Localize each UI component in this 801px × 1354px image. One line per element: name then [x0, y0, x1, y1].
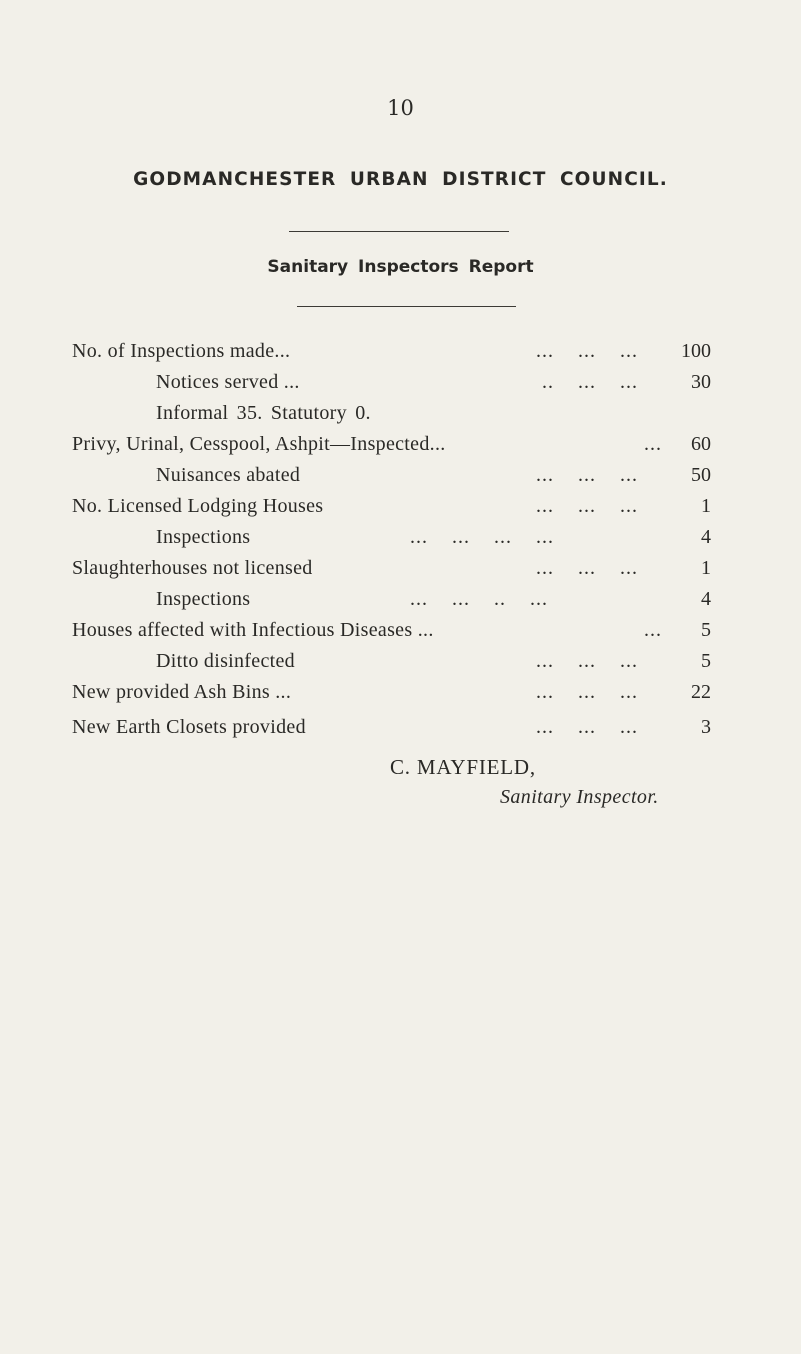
divider-top — [289, 231, 509, 232]
leader-dots: ... ... ... — [536, 650, 638, 672]
report-row — [0, 336, 801, 367]
row-value: 100 — [681, 340, 711, 362]
council-heading: GODMANCHESTER URBAN DISTRICT COUNCIL. — [133, 169, 668, 190]
row-label: Informal 35. Statutory 0. — [156, 402, 371, 424]
leader-dots: ... — [644, 433, 662, 455]
leader-dots: ... ... .. ... — [410, 588, 548, 610]
row-value: 30 — [691, 371, 711, 393]
report-title: Sanitary Inspectors Report — [267, 257, 534, 277]
leader-dots: ... ... ... ... — [410, 526, 554, 548]
row-value: 60 — [691, 433, 711, 455]
row-label: Houses affected with Infectious Diseases ... — [72, 619, 434, 641]
row-value: 4 — [701, 588, 711, 610]
row-label: Nuisances abated — [156, 464, 301, 486]
row-value: 22 — [691, 681, 711, 703]
row-label: Inspections — [156, 588, 251, 610]
signatory-title: Sanitary Inspector. — [500, 786, 659, 808]
leader-dots: .. ... ... — [542, 371, 638, 393]
leader-dots: ... ... ... — [536, 340, 638, 362]
row-value: 5 — [701, 619, 711, 641]
report-row — [0, 553, 801, 584]
row-value: 3 — [701, 716, 711, 738]
report-row — [0, 491, 801, 522]
report-row — [0, 712, 801, 743]
row-label: Inspections — [156, 526, 251, 548]
page-number: 10 — [387, 96, 414, 120]
leader-dots: ... ... ... — [536, 495, 638, 517]
report-row — [0, 367, 801, 398]
signatory-name: C. MAYFIELD, — [390, 755, 536, 779]
row-label: Notices served ... — [156, 371, 300, 393]
divider-bottom — [297, 306, 516, 307]
report-table — [0, 336, 801, 743]
row-value: 4 — [701, 526, 711, 548]
leader-dots: ... ... ... — [536, 464, 638, 486]
report-row — [0, 646, 801, 677]
leader-dots: ... ... ... — [536, 557, 638, 579]
row-label: New provided Ash Bins ... — [72, 681, 292, 703]
leader-dots: ... — [644, 619, 662, 641]
row-value: 1 — [701, 495, 711, 517]
row-label: No. of Inspections made... — [72, 340, 291, 362]
report-row — [0, 677, 801, 708]
row-value: 5 — [701, 650, 711, 672]
leader-dots: ... ... ... — [536, 716, 638, 738]
row-value: 1 — [701, 557, 711, 579]
row-value: 50 — [691, 464, 711, 486]
row-label: Slaughterhouses not licensed — [72, 557, 313, 579]
report-row — [0, 429, 801, 460]
report-row — [0, 615, 801, 646]
row-label: Ditto disinfected — [156, 650, 295, 672]
report-row — [0, 522, 801, 553]
leader-dots: ... ... ... — [536, 681, 638, 703]
row-label: New Earth Closets provided — [72, 716, 306, 738]
report-row — [0, 460, 801, 491]
row-label: No. Licensed Lodging Houses — [72, 495, 324, 517]
report-row — [0, 398, 801, 429]
row-label: Privy, Urinal, Cesspool, Ashpit—Inspected... — [72, 433, 446, 455]
report-row — [0, 584, 801, 615]
